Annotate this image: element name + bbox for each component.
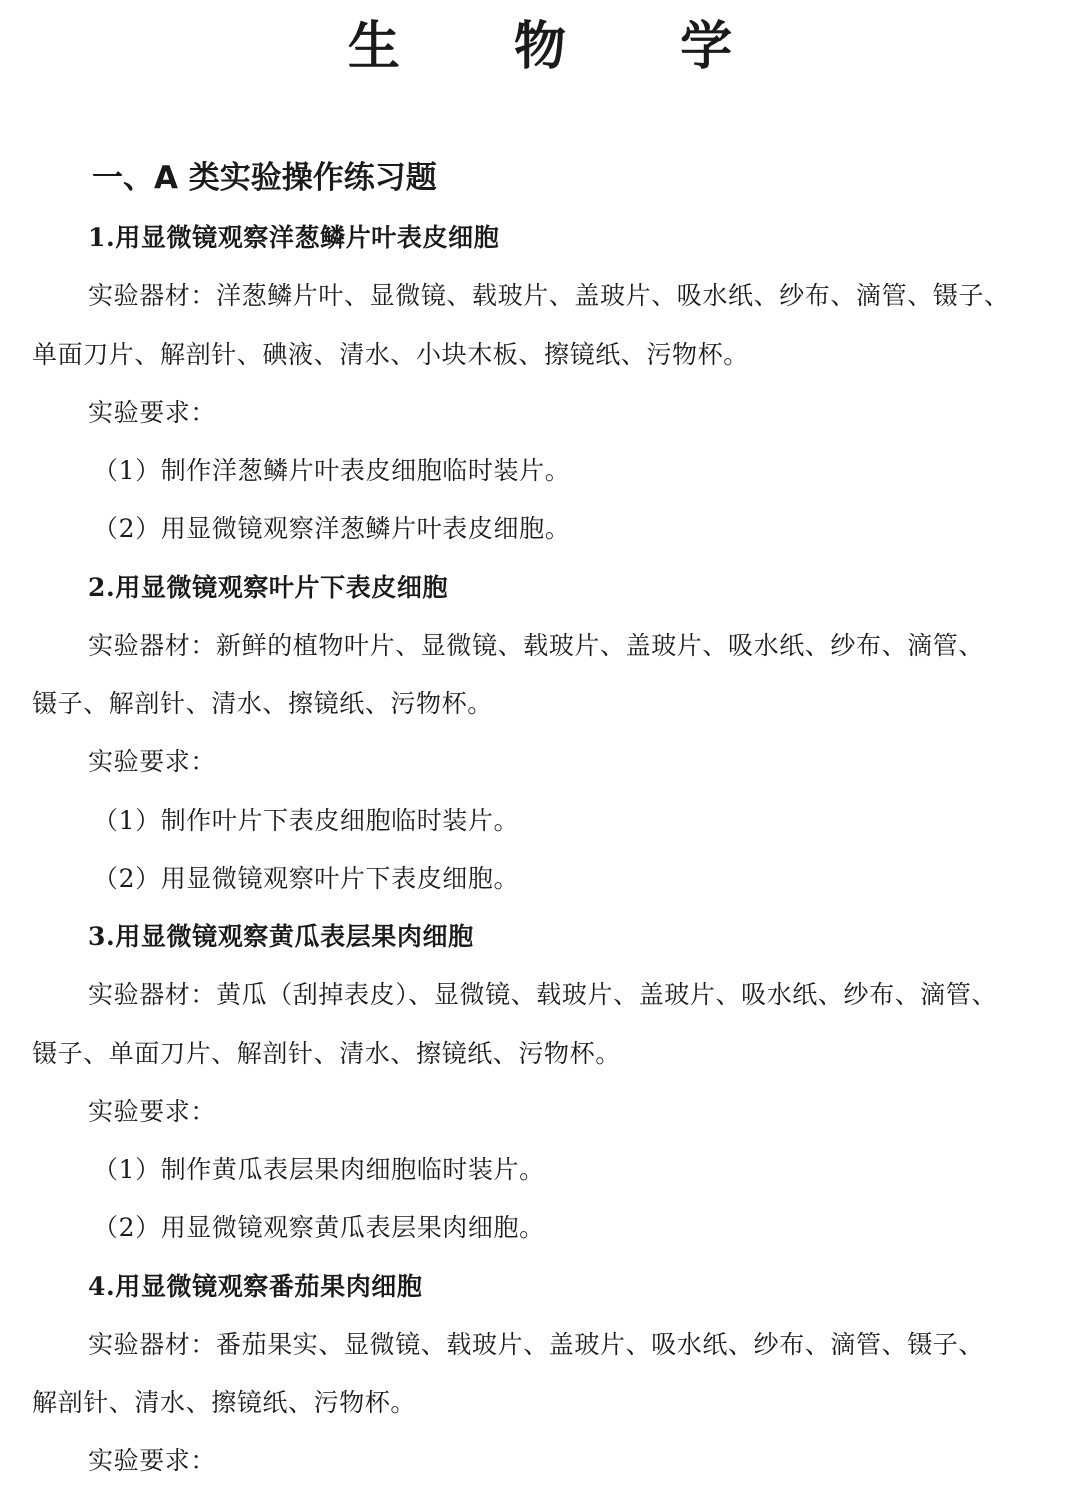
- materials-text: 实验器材：新鲜的植物叶片、显微镜、载玻片、盖玻片、吸水纸、纱布、滴管、: [88, 630, 985, 660]
- section-heading: 一、A 类实验操作练习题: [92, 160, 437, 196]
- experiment-heading: 3.用显微镜观察黄瓜表层果肉细胞: [88, 922, 474, 951]
- requirement-item: （1）制作黄瓜表层果肉细胞临时装片。: [93, 1155, 545, 1184]
- requirement-item: （2）用显微镜观察叶片下表皮细胞。: [93, 863, 520, 893]
- materials-text: 实验器材：洋葱鳞片叶、显微镜、载玻片、盖玻片、吸水纸、纱布、滴管、镊子、: [88, 281, 1010, 311]
- experiment-heading: 2.用显微镜观察叶片下表皮细胞: [88, 572, 449, 602]
- requirement-item: （1）制作洋葱鳞片叶表皮细胞临时装片。: [93, 456, 571, 485]
- experiment-heading: 1.用显微镜观察洋葱鳞片叶表皮细胞: [88, 223, 500, 252]
- requirements-label: 实验要求：: [88, 1446, 217, 1476]
- requirements-label: 实验要求：: [88, 397, 217, 427]
- materials-text-continued: 镊子、解剖针、清水、擦镜纸、污物杯。: [32, 689, 493, 718]
- materials-text: 实验器材：番茄果实、显微镜、载玻片、盖玻片、吸水纸、纱布、滴管、镊子、: [88, 1329, 985, 1359]
- requirements-label: 实验要求：: [88, 747, 217, 777]
- materials-text-continued: 解剖针、清水、擦镜纸、污物杯。: [32, 1388, 417, 1417]
- materials-text: 实验器材：黄瓜（刮掉表皮）、显微镜、载玻片、盖玻片、吸水纸、纱布、滴管、: [88, 980, 998, 1010]
- requirements-label: 实验要求：: [88, 1096, 217, 1126]
- requirement-item: （2）用显微镜观察黄瓜表层果肉细胞。: [93, 1213, 545, 1243]
- requirement-item: （2）用显微镜观察洋葱鳞片叶表皮细胞。: [93, 514, 571, 544]
- page-title: 生 物 学: [347, 16, 781, 77]
- requirement-item: （1）制作叶片下表皮细胞临时装片。: [93, 805, 520, 835]
- experiment-heading: 4.用显微镜观察番茄果肉细胞: [88, 1271, 423, 1301]
- materials-text-continued: 镊子、单面刀片、解剖针、清水、擦镜纸、污物杯。: [32, 1038, 621, 1068]
- materials-text-continued: 单面刀片、解剖针、碘液、清水、小块木板、擦镜纸、污物杯。: [32, 339, 749, 369]
- experiment-list: [0, 209, 1080, 1491]
